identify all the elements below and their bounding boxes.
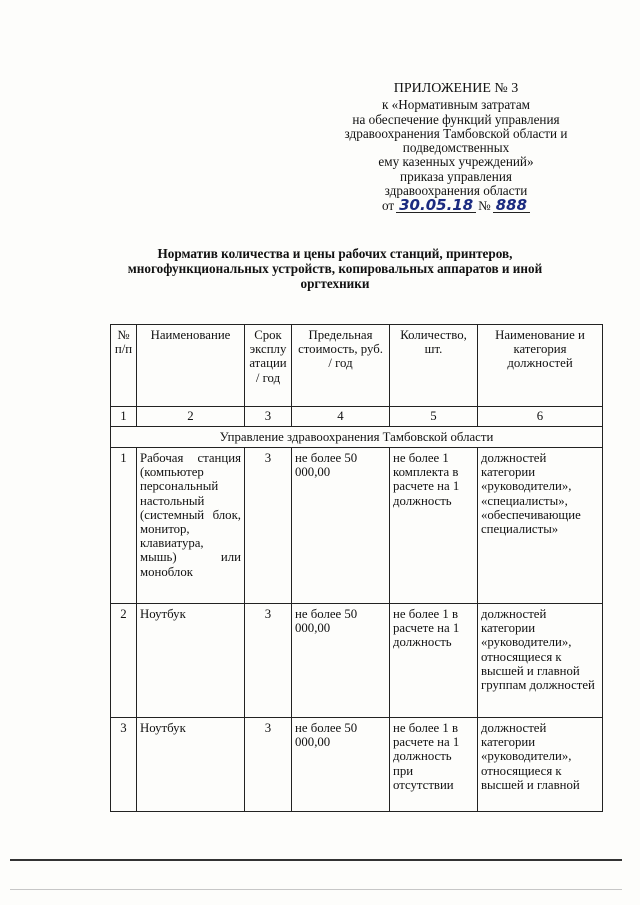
page-bottom-edge: [10, 889, 622, 890]
row-term: 3: [245, 604, 292, 718]
page-bottom-rule: [10, 859, 622, 861]
row-positions: должностей категории «руководители», относящиеся к высшей и главной: [478, 718, 603, 812]
header-positions: Наименование и категория должностей: [478, 325, 603, 407]
column-number: 6: [478, 407, 603, 427]
table-row: [111, 718, 603, 812]
annex-line: ему казенных учреждений»: [378, 154, 534, 170]
annex-line: здравоохранения Тамбовской области и: [344, 125, 568, 141]
handwritten-number: 888: [493, 198, 530, 213]
column-number-row: [111, 407, 603, 427]
annex-title: ПРИЛОЖЕНИЕ № 3: [393, 81, 519, 96]
row-term: 3: [245, 718, 292, 812]
row-price: не более 50 000,00: [292, 448, 390, 604]
header-num: № п/п: [111, 325, 137, 407]
number-prefix: №: [478, 198, 491, 214]
row-name: Ноутбук: [137, 604, 245, 718]
annex-header: [320, 82, 592, 214]
section-row: [111, 427, 603, 448]
date-prefix: от: [381, 198, 395, 214]
row-positions: должностей категории «руководители», относящиеся к высшей и главной группам должностей: [478, 604, 603, 718]
column-number: 1: [111, 407, 137, 427]
table-header-row: [111, 325, 603, 407]
row-name: Ноутбук: [137, 718, 245, 812]
column-number: 2: [137, 407, 245, 427]
table-row: [111, 604, 603, 718]
column-number: 5: [390, 407, 478, 427]
annex-line: на обеспечение функций управления: [352, 111, 560, 127]
header-term: Срок эксплуатации/ год: [245, 325, 292, 407]
header-name: Наименование: [137, 325, 245, 407]
row-name: Рабочая станция (компьютер персональный настольный (системный блок, монитор, клавиатура, мышь) или моноблок: [137, 448, 245, 604]
section-title: Управление здравоохранения Тамбовской области: [111, 427, 603, 448]
row-qty: не более 1 в расчете на 1 должность: [390, 604, 478, 718]
row-num: 2: [111, 604, 137, 718]
header-price: Предельная стоимость, руб. / год: [292, 325, 390, 407]
row-qty: не более 1 комплекта в расчете на 1 должность: [390, 448, 478, 604]
row-num: 3: [111, 718, 137, 812]
annex-line: здравоохранения области: [384, 183, 528, 199]
norms-table: [110, 324, 603, 812]
row-term: 3: [245, 448, 292, 604]
annex-line: подведомственных: [402, 140, 510, 156]
row-qty: не более 1 в расчете на 1 должность при отсутствии: [390, 718, 478, 812]
annex-line: приказа управления: [400, 168, 512, 184]
row-positions: должностей категории «руководители», «специалисты», «обеспечивающие специалисты»: [478, 448, 603, 604]
document-title: Норматив количества и цены рабочих станций, принтеров, многофункциональных устройств, копировальных аппаратов и иной оргтехники: [127, 246, 543, 291]
column-number: 4: [292, 407, 390, 427]
order-date-line: [320, 198, 592, 213]
handwritten-date: 30.05.18: [396, 198, 476, 213]
row-price: не более 50 000,00: [292, 718, 390, 812]
row-num: 1: [111, 448, 137, 604]
column-number: 3: [245, 407, 292, 427]
table-row: [111, 448, 603, 604]
header-qty: Количество, шт.: [390, 325, 478, 407]
annex-line: к «Нормативным затратам: [381, 97, 531, 113]
row-price: не более 50 000,00: [292, 604, 390, 718]
